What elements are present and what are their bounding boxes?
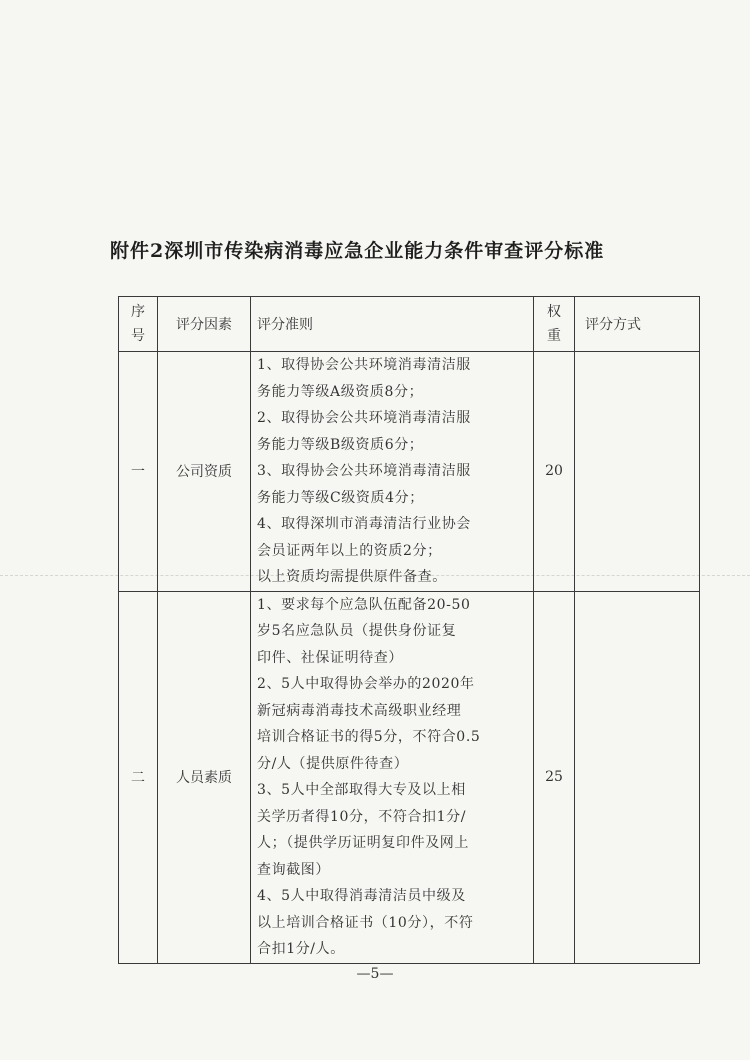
header-weight-line: 重 [547, 328, 561, 344]
criteria-line: 查询截图） [257, 861, 330, 878]
criteria-line: 印件、社保证明待查） [257, 649, 403, 666]
table-row [119, 352, 700, 592]
cell-method [575, 352, 700, 592]
criteria-line: 务能力等级C级资质4分； [257, 489, 424, 506]
header-criteria: 评分准则 [251, 297, 534, 352]
scoring-table [118, 296, 700, 964]
table-header-row [119, 297, 700, 352]
page-number: —5— [356, 966, 394, 982]
header-weight [534, 297, 575, 352]
criteria-line: 会员证两年以上的资质2分； [257, 542, 442, 559]
cell-criteria [251, 352, 534, 592]
criteria-line: 1、取得协会公共环境消毒清洁服 [257, 357, 471, 373]
header-method: 评分方式 [575, 297, 700, 352]
header-factor: 评分因素 [158, 297, 251, 352]
table-row [119, 591, 700, 963]
criteria-line: 3、5人中全部取得大专及以上相 [257, 782, 466, 798]
document-title: 附件2深圳市传染病消毒应急企业能力条件审查评分标准 [110, 240, 605, 262]
criteria-line: 4、取得深圳市消毒清洁行业协会 [257, 516, 471, 532]
criteria-line: 以上培训合格证书（10分），不符 [257, 914, 474, 931]
criteria-line: 新冠病毒消毒技术高级职业经理 [257, 702, 462, 719]
cell-weight: 25 [534, 591, 575, 963]
cell-seq: 二 [119, 591, 158, 963]
criteria-line: 务能力等级B级资质6分； [257, 436, 424, 453]
cell-weight: 20 [534, 352, 575, 592]
criteria-line: 岁5名应急队员（提供身份证复 [257, 623, 457, 639]
header-seq [119, 297, 158, 352]
cell-factor: 人员素质 [158, 591, 251, 963]
criteria-line: 1、要求每个应急队伍配备20-50 [257, 596, 471, 613]
header-weight-line: 权 [547, 304, 561, 320]
criteria-line: 2、5人中取得协会举办的2020年 [257, 676, 475, 692]
criteria-line: 4、5人中取得消毒清洁员中级及 [257, 888, 466, 904]
criteria-line: 培训合格证书的得5分，不符合0.5 [257, 729, 481, 745]
cell-method [575, 591, 700, 963]
criteria-line: 务能力等级A级资质8分； [257, 383, 424, 400]
cell-factor: 公司资质 [158, 352, 251, 592]
criteria-line: 关学历者得10分，不符合扣1分/ [257, 808, 467, 825]
criteria-line: 2、取得协会公共环境消毒清洁服 [257, 410, 471, 426]
criteria-line: 3、取得协会公共环境消毒清洁服 [257, 463, 471, 479]
cell-criteria [251, 591, 534, 963]
header-seq-line: 序 [131, 304, 145, 320]
criteria-line: 合扣1分/人。 [257, 941, 345, 957]
criteria-line: 以上资质均需提供原件备查。 [257, 569, 447, 585]
header-seq-line: 号 [131, 328, 145, 344]
criteria-line: 人；（提供学历证明复印件及网上 [257, 835, 469, 851]
criteria-line: 分/人（提供原件待查） [257, 755, 409, 772]
cell-seq: 一 [119, 352, 158, 592]
